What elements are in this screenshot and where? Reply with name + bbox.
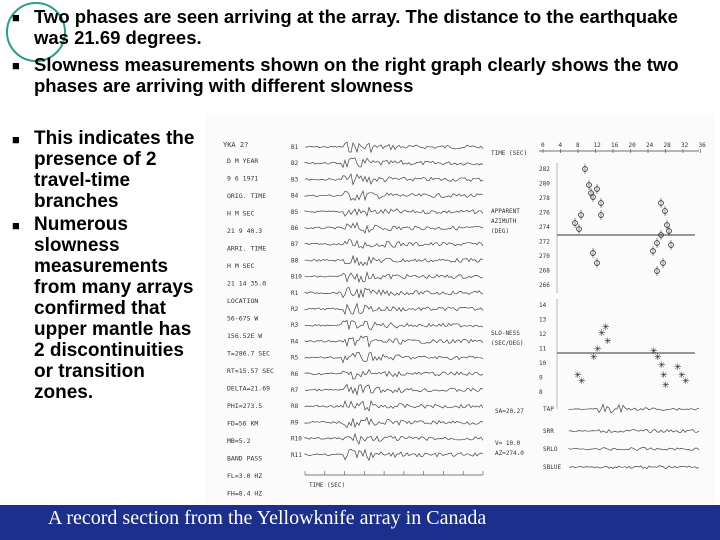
azimuth-tick-label: 278 [539,195,550,202]
figure-header: YKA 2? [223,141,249,149]
station-label: R1 [291,289,299,297]
bullet-text: Numerous slowness measurements from many arrays confirmed that upper mantle has 2 discontinuities or transition zones. [34,214,194,403]
bullet-text: Slowness measurements shown on the right graph clearly shows the two phases are arriving with different slowness [34,54,679,96]
azimuth-label: AZIMUTH [491,218,517,225]
azimuth-tick-label: 270 [539,253,550,260]
time-tick-label: 0 [541,142,545,149]
figure-info-line: DELTA=21.69 [227,384,271,393]
slowness-label: (SEC/DEG) [491,340,524,347]
figure-info-line: 21 9 40.3 [227,227,263,235]
figure-info-line: PHI=273.5 [227,402,263,410]
slowness-point: ✳ [598,329,606,339]
station-label: B8 [291,257,299,265]
slowness-point: ✳ [604,337,612,347]
figure-info-line: FL=3.0 HZ [227,472,263,480]
bullet-slowness [10,54,710,96]
beam-trace [569,430,699,433]
station-label: B6 [291,225,299,232]
slowness-tick-label: 8 [539,389,543,396]
azimuth-tick-label: 266 [539,282,550,289]
seismogram-trace [305,287,483,298]
bullet-travel-time [10,128,200,212]
beam-label: SRLO [543,446,558,453]
station-label: R9 [291,419,299,427]
azimuth-tick-label: 280 [539,180,550,188]
time-axis-label: TIME (SEC) [491,150,528,157]
seismogram-trace [305,223,483,233]
azimuth-label: (DEG) [491,228,510,235]
square-bullet-icon: ■ [12,10,20,25]
figure-info-line: FH=8.4 HZ [227,489,263,498]
azimuth-label: APPARENT [491,208,520,215]
seismogram-trace [305,239,483,248]
figure-info-line: H M SEC [227,209,255,218]
seismogram-trace [305,370,483,380]
slowness-point: ✳ [682,377,690,387]
figure-info-line: FD=56 KM [227,419,259,428]
station-label: R10 [291,435,302,443]
seismogram-trace [305,208,483,217]
bullet-text: This indicates the presence of 2 travel-time branches [34,128,195,212]
seismogram-trace [305,142,483,152]
slowness-point: ✳ [678,371,686,381]
time-tick-label: 32 [681,142,689,149]
bullet-two-phases [10,6,710,48]
station-label: R5 [291,354,299,362]
station-label: R3 [291,322,299,330]
slowness-tick-label: 14 [539,302,547,309]
trace-time-label: TIME (SEC) [309,482,346,489]
station-label: R6 [291,370,299,378]
station-label: R2 [291,306,299,313]
seismogram-trace [305,158,483,167]
azimuth-tick-label: 274 [539,224,550,231]
station-label: B3 [291,176,299,184]
slowness-point: ✳ [590,353,598,363]
slowness-tick-label: 12 [539,331,547,338]
time-tick-label: 36 [698,142,706,149]
seismogram-trace [305,304,483,315]
time-tick-label: 20 [628,142,636,149]
figure-info-line: 9 6 1971 [227,174,259,183]
station-label: B1 [291,144,299,151]
time-tick-label: 4 [558,142,563,149]
v-label: V= 10.0 [495,440,521,447]
beam-trace [569,466,699,469]
time-tick-label: 24 [646,142,654,149]
figure-info-line: 156.52E W [227,332,263,340]
square-bullet-icon: ■ [12,218,20,233]
figure-info-line: LOCATION [227,297,259,305]
figure-info-line: T=286.7 SEC [227,349,271,358]
seismogram-trace [305,191,483,200]
square-bullet-icon: ■ [12,58,20,73]
beam-label: TAP [543,406,554,413]
slowness-point: ✳ [650,347,658,357]
slowness-point: ✳ [594,345,602,355]
seismogram-trace [305,256,483,266]
azimuth-tick-label: 282 [539,166,550,173]
seismogram-trace [305,385,483,395]
seismogram-trace [305,320,483,330]
slowness-point: ✳ [658,361,666,371]
seismogram-trace [305,336,483,347]
bullet-upper-mantle [10,214,200,403]
figure-info-line: 21 14 35.0 [227,279,267,288]
slowness-tick-label: 9 [539,374,543,382]
slowness-point: ✳ [578,377,586,387]
seismogram-trace [305,434,483,444]
figure-caption: A record section from the Yellowknife array in Canada [48,507,487,529]
seismogram-trace [305,352,483,362]
station-label: R8 [291,403,299,411]
seismogram-trace [305,272,483,282]
slowness-tick-label: 13 [539,316,547,324]
time-tick-label: 16 [611,142,619,149]
station-label: B4 [291,192,299,200]
slowness-tick-label: 11 [539,345,547,353]
beam-trace [569,448,699,451]
slowness-point: ✳ [660,371,668,381]
left-bullet-list [10,128,200,405]
record-section-svg [205,113,715,505]
beam-label: SBLUE [543,464,562,471]
beam-label: SRR [543,428,554,435]
figure-info-line: RT=15.57 SEC [227,367,274,375]
seismogram-trace [305,418,483,428]
station-label: B2 [291,160,299,168]
sa-label: SA=20.27 [495,408,524,415]
station-label: R7 [291,387,299,394]
az-label: AZ=274.0 [495,450,524,457]
figure-info-line: H M SEC [227,262,255,270]
station-label: B5 [291,208,299,216]
square-bullet-icon: ■ [12,132,20,147]
azimuth-tick-label: 276 [539,209,550,217]
seismogram-trace [305,401,483,411]
time-tick-label: 8 [576,142,580,149]
slowness-point: ✳ [602,323,610,333]
record-section-figure [205,113,715,505]
figure-info-line: D M YEAR [227,157,259,165]
slowness-point: ✳ [662,381,670,391]
slowness-point: ✳ [654,353,662,363]
figure-info-line: BAND PASS [227,454,263,463]
figure-info-line: ORIG. TIME [227,192,267,200]
top-bullet-list [10,6,710,102]
station-label: B10 [291,273,302,281]
figure-info-line: MB=5.2 [227,437,251,445]
slowness-tick-label: 10 [539,360,547,367]
station-label: R11 [291,451,302,459]
azimuth-tick-label: 268 [539,267,550,275]
time-tick-label: 28 [663,142,671,149]
time-tick-label: 12 [593,142,601,149]
station-label: B7 [291,241,299,249]
slowness-label: SLO-NESS [491,330,520,337]
figure-info-line: ARRI. TIME [227,244,267,253]
azimuth-tick-label: 272 [539,238,550,246]
bullet-text: Two phases are seen arriving at the array. The distance to the earthquake was 21.69 degrees. [34,6,678,48]
slowness-point: ✳ [574,371,582,381]
beam-trace [569,404,699,413]
slowness-point: ✳ [674,363,682,373]
seismogram-trace [305,449,483,460]
seismogram-trace [305,174,483,184]
station-label: R4 [291,338,299,346]
figure-info-line: 56-67S W [227,314,259,323]
